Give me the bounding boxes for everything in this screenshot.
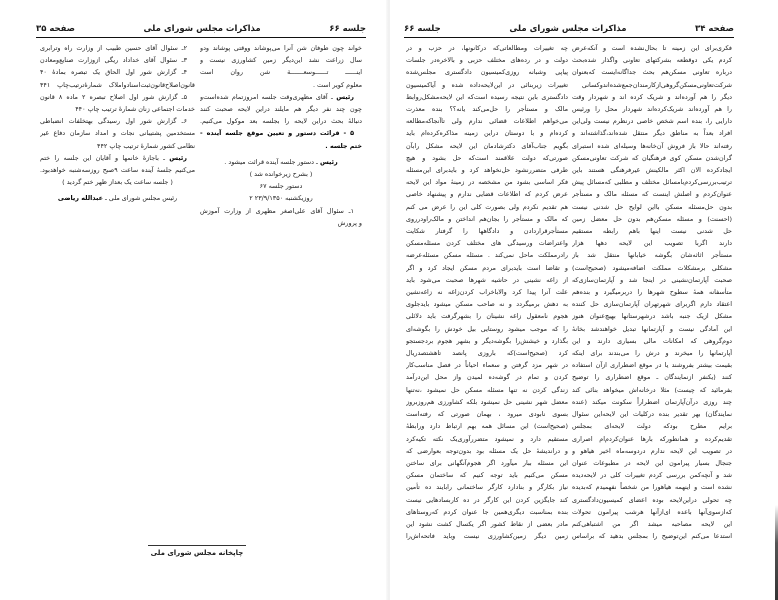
text-line: بقیمت بیشتر بفروشند یا در موقع اضطراری ازآن استفاده [572,361,732,370]
header-rule [404,37,734,39]
text-line: مستأجرقراردادن و دادگاهها را گرفتار شکایت [406,227,568,236]
text-line: ایجادکرده الان اکثر مالکینش غیرفرهنگی هستند باین [572,166,732,175]
text-line: معلوم کویر است . [312,80,362,89]
text-line: این لایحه مصاحبه میشد اگر من اشتباهی‌کنم [572,519,732,528]
text-line: مسکن می‌کنیم باید توجه کنیم که ساختمان مسکن [406,471,568,480]
text-line: استدعا می‌کنم این‌توضیح را بمجلس بدهید که براساس [572,532,732,541]
text-line: ـ آقای مظهری‌وقت جلسه امروزتمام شده‌است‌و [200,92,333,101]
text-line: که‌ازسوی‌آنها باعده ای‌ازآنها هرشب پیرامون تحولات [572,507,732,516]
text-line: کردم یکی دوقطعه بشرکتهای تعاونی واگذار شده‌بحث [572,56,732,65]
text-line: کردن و تمام در گوشه‌ده لمیدن واز محل این‌درآمد [406,373,568,382]
header-rule [36,37,366,39]
text-line: دوم‌گروهی که امکانات مالی بسیاری دارند و این [572,336,732,345]
text-column-left [40,42,195,205]
text-line: بسوی نابودی میرود ، بهمان صورتی که رفته‌است [406,410,568,419]
text-line: نمایندگان) بهر تقدیر بنده درکلیات این لایحه‌این سئوال [572,410,732,419]
text-line: این مسئله ببار میآورد اگر هجوم‌آنگهانی برای ساختن [406,458,568,467]
agenda-item: نظامی کشور شمارهٔ ترتیب چاپ ۴۴۲ [97,141,195,150]
page-number: صفحه ۳۴ [695,24,734,34]
agenda-heading: ختم جلسه . [325,141,362,150]
text-column-right [572,42,732,542]
text-line: مادر بعضی از نقاط کشور اگر یکسال کشت نشود این [406,519,568,528]
center-line: ( بشرح زیرخوانده شد ) [249,170,313,179]
session-label: جلسه ۶۶ [404,24,441,34]
closing-note: ( جلسه ساعت یک بعداز ظهر ختم گردید ) [62,178,173,187]
text-line: گران‌شدن مسکن کوی فرهنگیان که شرکت تعاونی‌مسکن [572,153,732,162]
header-title: مذاکرات مجلس شورای ملی [143,24,261,34]
text-line: دنبالهٔ بحث دراین لایحه را بجلسه بعد موکول می‌کنیم. [200,117,362,126]
text-line: آپارتمانها را میخرند و درش را می‌بندند برای اینکه [572,349,732,358]
agenda-item: ۴ـ گزارش شور اول الحاق یک تبصره بمادهٔ ۴۰ [40,68,187,77]
agenda-item: ۶ـ گزارش شور اول رسیدگی بهتخلفات انضباطی [40,117,187,126]
text-line: شرکت‌تعاونی‌مسکن‌گروهی‌ازکارمندان‌جمع‌شده‌اندوکسانی [581,80,732,89]
agenda-heading: ۵ - قرائت دستور و تعیین موقع جلسه آینده - [200,129,354,138]
text-line: به دهش برمیگردد و نه صاحب مسکن میشود بایدجلوی [406,300,568,309]
text-line: در تصویب این لایحه ندارم دردوسه‌ماه اخیر هیاهو و [572,446,732,455]
text-line: (صحیح‌است) این مسائل همه بهم ارتباط دارد ورابطهٔ [406,422,568,431]
text-line: هجوم نامعقول زاغه نشینان را بشهرگرفت باید دلائلی [406,312,568,321]
text-line: را هم آورده‌اند شریک‌کرده‌اند شهردار محل را ورئیس [572,105,732,114]
text-line: مالک و مستأجر را حل‌می‌کند یانه؟؟ بنده معذرت [406,105,568,114]
page-header [36,20,366,34]
text-line: کنند (یکنفر ازنمایندگان ـ موقع اضطراری را توضیح [572,373,732,382]
text-line: واعتراضات ورسیدگی های مختلف کردن مسئله‌مسکن [406,239,568,248]
text-line: نیاز بکارگر و بنادارد کارگر ساختمانی رابایند ده تأمین [406,483,568,492]
text-line: افراد بعداً به مناطق دیگر منتقل شده‌اند،گذاشته‌اند و [572,129,732,138]
agenda-item: مستخدمین پشتیبانی نجات و امداد سازمان دفاع غیر [40,129,195,138]
agenda-item: ۳ـ سئوال آقای خداداد ریگی ازوزارت صنایع‌ومعادن [40,56,187,65]
session-label: جلسه ۶۶ [329,24,366,34]
text-line: صحبت آپارتمان‌نشینی در اینجا شد و آپارتمان‌سازی‌که [572,275,732,284]
text-line: درباره تعاونی مسکن‌هم بحث جداگانه‌ایست که‌بعنوان [572,68,732,77]
text-line: برایم مطرح بودکه دولت لایحه‌ای بمجلس [572,422,732,431]
text-line: دارایی را، بنده اسم شخص خاصی درنظرم نیست ولی‌این [572,117,732,126]
text-line: دیگر را هم آورده‌اند و شریک کرده اند و شهردار وقت [572,92,732,101]
text-line: بنده بمناسبت دیگری‌همین جا عنوان کردم که‌روستاهای [406,507,568,516]
text-line: چند روزی درآن‌آپارتمان اضطراراً سکونت میکند (عنده [572,397,732,406]
text-line: دادگستری باین نتیجه رسیده است‌که این لایحه‌مشکل‌روابط [406,92,568,101]
text-line: زمین دیگر زمین‌کشاورزی نیست وباید فاتحه‌اش‌را [406,532,568,541]
signature [40,192,195,204]
signature-title: رئیس مجلس شورای ملی ـ [105,194,178,203]
text-line: رادرمملکت ماحل نمی‌کند . مسئله مسکن مسئله‌عرضه [406,251,568,260]
printer-footer [148,545,246,557]
agenda-item: خدمات اجتماعی زنان شمارهٔ ترتیب چاپ ۴۴۰ [75,105,195,114]
text-line: از زاغه نشینی در حاشیه شهرها صحبت می‌شود باید [406,275,568,284]
closing-paragraph [40,152,195,164]
text-line: اعتقاد دارم اگربرای شهرتهران آپارتمان‌سازی حل کننده [572,300,732,309]
text-line: در شهر مزد گرفتن و سعماء احیاناً در فصل مناسب‌کار [406,361,568,370]
printer-name: چاپخانه مجلس شورای ملی [150,549,244,557]
right-page [390,0,778,600]
text-line: بدون حل‌مسئله مسکن بااین لوایح حل شدنی نیست [572,202,732,211]
text-line: دولت و در رده‌های مختلف حزبی و بالاخره‌در جلسات [406,56,568,65]
text-line: عنوان‌کردم و اصلش اینست که مسئله مالک و مستأجر [572,190,732,199]
text-line: را که موجب میشود روستایی بیل خودش را بگوشه‌ای [406,324,568,333]
text-line: رفته‌اند حالا باز فروش آن‌خانه‌ها وسیله‌ای شده استبرای [572,141,732,150]
text-line: زندگی کردن نه تنها مسئله مسکن حل نمیشود ،نه‌تنها [406,385,568,394]
footer-rule [148,545,246,546]
text-line: متأسفانه همهٔ سطوح شهرها را دربرمیگیرد و بنده‌هم [572,288,732,297]
text-line: تقدیم‌کرده و همانطورکه بارها عنوان‌کردم‌ام اصراری [572,434,732,443]
text-line: فکری‌برای این زمینه تا بحال‌نشده است و آنکه‌عرض [572,44,732,52]
text-line: دارند اگربا تصویب این لایحه دهها هزار [572,239,732,248]
agenda-item: و پرورش [337,218,362,227]
text-line: فکر اساسی بشود من مشخصه در زمینهٔ مواد این لایحه [406,178,568,187]
speaker-name: رئیس [169,153,187,162]
text-line: ـ باجازهٔ خانمها و آقایان این جلسه را ختم [40,153,165,162]
text-line: چون چند نفر دیگر هم مایلند دراین لایحه صحبت کنند [200,105,362,114]
agenda-item: ۱ـ سئوال آقای علی‌اصغر مظهری از وزارت آموزش [200,206,354,215]
text-line: مستقیم دارد و نمیشود متضررآوری‌یک نکته تکیه‌کرد [406,434,568,443]
page-header [404,20,734,34]
text-column-right [200,42,362,229]
text-line: می‌خواهم اطلاعات قضائی ندارم ولی تاآنجاکه‌مطالعه [406,117,568,126]
text-line: نشده است و اینهمه هیاهورا من شخصاً نفهمیدم که‌بدیده [572,483,732,492]
text-line: بفرمائید که چیست) مثلا درخانه‌اش میخواهد بنائی کند [572,385,732,394]
text-line: هم تقدیم نکردم ولی بصورت کلی این را عرض می کنم [406,202,568,211]
text-line: این آمادگی نیست و آپارتمانها تبدیل خواهندشد بخانهٔ [572,324,732,333]
left-page [0,0,388,600]
text-line: خواند چون طوفان شن آنرا می‌پوشاند ووقتی پوشاند ودو [200,44,362,52]
text-line: می‌کنیم جلسهٔ آینده ساعت ۹صبح روزسه‌شنبه خواهدبود. [40,166,195,175]
chair-announcement [200,156,362,168]
text-line: بگذارد و خیشش‌را بگوشه‌دیگر و بشهر هجوم بردجستجو [406,336,568,345]
text-line: جنجال بسیار پیرامون این لایحه در مطبوعات عنوان [572,458,732,467]
speaker-name: رئیس [336,92,354,101]
text-line: پیاپی وشبانه روزی‌کمیسیون دادگستری مجلس‌شده [406,68,568,77]
text-line: مشکل ازیک جنبه باشد درشهرستانها بهیچ‌عنوان هنوز [572,312,732,321]
agenda-date: روزیکشنبه ۲۳/۹/۱۳۵۰ ۲ [249,194,313,203]
speaker-name: رئیس [319,157,338,166]
text-line: سال زراعت نشد این‌دیگر زمین کشاورزی نیست و [200,56,362,65]
text-line: کرده‌ام و با دوستان دراین زمینه مذاکره‌کرده‌ام باید [406,129,568,138]
signature-name: عبدالله ریاضی [57,194,103,203]
agenda-item: قانون‌اصلاح‌قانون‌ثبت‌اسنادواملاک شمارهٔ‌ترتیب‌چاپ ۴۴۱ [40,80,195,89]
text-line: مستأجر اثاثه‌شان بگوشه خیابانها منتقل شد باز [572,251,732,260]
text-line: اینــــــ تــــــوسعـــــــة شن روان است [200,68,362,77]
agenda-item: ۲ـ سئوال آقای حسین طبیب از وزارت راه وترابری [40,44,187,52]
text-line: کرد (صحیح‌است)که باروزی پانصد تاهشتصدریال [406,349,568,358]
text-line: کند جایگزین کردن این کارگر در ده کاربسادهایی نیست [406,495,568,504]
text-line: (احسنت) و مسئله مسکن‌هم بدون حل معضل زمین [572,214,732,223]
text-line: بگویم جناب‌آقای دکترشادمان این لایحه مشکل رابآن [406,141,568,150]
text-line: و دراندیشهٔ حل یک مسئله بود بدون‌توجه بعوارضی که [406,446,568,455]
header-title: مذاکرات مجلس شورای ملی [509,24,627,34]
text-line: معضل شهر نشینی حل نمیشود بلکه کشاورزی هم‌روزبروز [406,397,568,406]
text-line: مشکلی برمشکلات مملکت اضافه‌میشود (صحیح‌است) [572,263,732,272]
text-line: حل شدنی نیست اینها باهم رابطه مستقیم [572,227,732,236]
page-number: صفحه ۳۵ [36,24,75,34]
text-line: ترتیب‌بررسی‌کردم‌بامسائل مختلف و مطلبی که‌مسائل پیش [572,178,732,187]
text-line: طرفی متضررنشود حل‌نخواهد کرد و بایدبرای این‌مسئله [406,166,568,175]
text-line: و تقاضا است بایدبرای مردم مسکن ایجاد کرد و اگر [406,263,568,272]
text-line: که مالک و مستأجر را بجان‌هم انداختن و مالک‌راودرروی [406,214,568,223]
agenda-item: ۵ـ گزارش شور اول اصلاح تبصره ۲ ماده ۸ قانون [40,92,187,101]
speaker-paragraph [200,91,362,103]
announcement-text: ـ دستور جلسه آینده قرائت میشود . [224,157,318,166]
agenda-title: دستور جلسه ۶۷ [259,182,303,191]
text-line: عرض کردم که اطلاعات قضایی ندارم و پیشنهاد خاصی [406,190,568,199]
text-column-left [406,42,568,542]
text-line: صورتی‌که دولت علاقمند است‌که حل بشود و هیچ [406,153,568,162]
text-line: تغییرات زیربنائی در این‌لایحه‌داده شده و آیاکمیسیون [406,80,568,89]
text-line: شد و آنچه‌کمن بررسی کردم تغییرات کلی در لایحه‌دیده [572,471,732,480]
text-line: چه تحولی دراین‌لایحه بوده اعضای کمیسیون‌دادگستری [572,495,732,504]
text-line: چه تغییرات ومطالعاتی‌که درکانونها، در حزب و در [406,44,568,52]
text-line: علت آنرا پیدا کرد والاباخراب کردن‌زاغه نه زاغه‌نشین [406,288,568,297]
